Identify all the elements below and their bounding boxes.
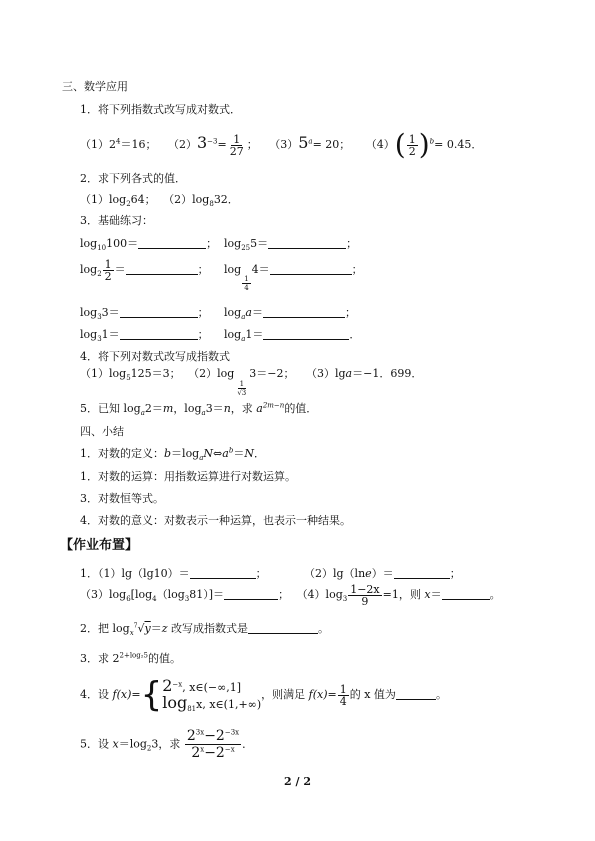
answer-blank[interactable] [224, 589, 278, 600]
answer-blank[interactable] [190, 568, 256, 579]
answer-blank[interactable] [126, 264, 198, 275]
q5-line: 5．已知 $\log_a2=m$，$\log_a3=n$，求 $a^{2m-n}$的值． [80, 401, 318, 418]
hw-q4: 4．设 f(x)={ $2^{-x}$, x∈(−∞,1] $\log_{81}x$, x∈(1,+∞) ，则满足 f(x)= $\frac{1}{4}$ 的 x 值为 。 [80, 675, 447, 715]
q4-parts: $(1)\log_5125=3$； （2）log $\frac{1}{√3}$ 3＝−2； （3）lga＝−1．699． [80, 367, 423, 397]
answer-blank[interactable] [263, 329, 349, 340]
answer-blank[interactable] [120, 307, 198, 318]
q3-r2b: log $\frac{1}{4}$ 4＝ ； [224, 263, 363, 292]
answer-blank[interactable] [396, 689, 436, 700]
answer-blank[interactable] [138, 238, 206, 249]
q3-r1b: $\log_{25}5=$ ； [224, 237, 358, 253]
q1-stem: 1．将下列指数式改写成对数式． [80, 103, 241, 116]
summary-item-2: 1．对数的运算：用指数运算进行对数运算。 [80, 470, 296, 483]
q3-r2a: $\log_2$ $\frac{1}{2}$ ＝ ； [80, 257, 209, 283]
hw-q5: 5．设 $x=\log_23$，求 $\frac{2^{3x}-2^{-3x}}{2^x-2^{-x}}$ ． [80, 728, 254, 761]
hw-q1b: （2）lg（lne）＝ ； [304, 567, 461, 580]
summary-item-3: 3．对数恒等式。 [80, 492, 164, 505]
answer-blank[interactable] [394, 568, 450, 579]
hw-q1cd: $(3)\log_6[\log_4(\log_381)]=$ ； $(4)\log_3$ $\frac{1-2x}{9}$ =1，则 x＝ 。 [80, 582, 501, 608]
homework-title: 【作业布置】 [60, 538, 139, 553]
q3-r4b: $\log_a1=$ ． [224, 328, 361, 344]
q2-stem: 2．求下列各式的值． [80, 172, 186, 185]
hw-q5-fraction: $\frac{2^{3x}-2^{-3x}}{2^x-2^{-x}}$ [186, 728, 240, 761]
answer-blank[interactable] [248, 623, 318, 634]
hw-q3: 3．求 $2^{2+log_25}$的值。 [80, 651, 182, 665]
hw-q2: 2．把 $\log_x^7√y=z$ 改写成指数式是 。 [80, 622, 329, 638]
answer-blank[interactable] [270, 264, 352, 275]
q3-stem: 3．基础练习： [80, 214, 153, 227]
q3-r3a: $\log_33=$ ； [80, 306, 209, 322]
q3-r1a: $\log_{10}100=$ ； [80, 237, 218, 253]
summary-item-4: 4．对数的意义：对数表示一种运算，也表示一种结果。 [80, 514, 351, 527]
q3-r4a: $\log_31=$ ； [80, 328, 209, 344]
answer-blank[interactable] [120, 329, 198, 340]
hw-q1a: 1．（1）lg（lg10）＝ ； [80, 567, 267, 580]
page-number: 2 / 2 [284, 775, 311, 788]
summary-item-1: 1．对数的定义：$b=\log_aN\Leftrightarrow a^b=N$． [80, 446, 265, 463]
answer-blank[interactable] [442, 589, 490, 600]
answer-blank[interactable] [268, 238, 346, 249]
q3-r3b: $\log_aa=$ ； [224, 306, 356, 322]
answer-blank[interactable] [263, 307, 345, 318]
section-4-title: 四、小结 [80, 425, 124, 438]
q4-stem: 4．将下列对数式改写成指数式 [80, 350, 230, 363]
q2-parts: $(1)\log_264$； $(2)\log_832$． [80, 193, 239, 209]
section-3-title: 三、数学应用 [62, 80, 128, 93]
piecewise-cases: $2^{-x}$, x∈(−∞,1] $\log_{81}x$, x∈(1,+∞) [162, 676, 262, 714]
q1-parts: $(1)2^4=16$； $(2)3^{-3}=$ $\frac{1}{27}$ ； $(3)5^a= 20$； （4）( $\frac{1}{2}$ )$^b$= 0.45． [80, 128, 483, 161]
